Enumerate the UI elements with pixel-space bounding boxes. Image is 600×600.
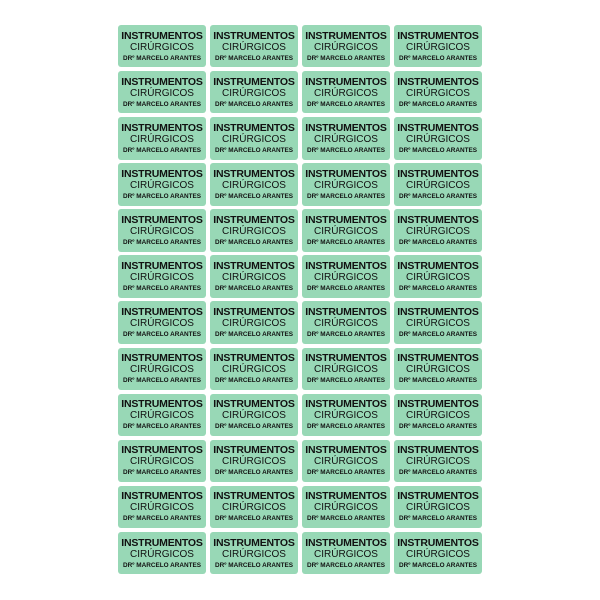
label-subtitle: CIRÚRGICOS — [406, 226, 470, 237]
label-owner: DRº MARCELO ARANTES — [398, 469, 478, 477]
label-subtitle: CIRÚRGICOS — [222, 272, 286, 284]
label-owner: DRº MARCELO ARANTES — [214, 100, 294, 108]
label-owner: DRº MARCELO ARANTES — [122, 54, 202, 62]
sticker-label — [210, 301, 298, 343]
label-subtitle: CIRÚRGICOS — [130, 133, 194, 145]
label-owner: DRº MARCELO ARANTES — [306, 377, 386, 385]
sticker-label — [394, 348, 482, 390]
label-subtitle: CIRÚRGICOS — [222, 548, 286, 560]
label-subtitle: CIRÚRGICOS — [130, 364, 194, 376]
label-subtitle: CIRÚRGICOS — [222, 87, 286, 99]
label-title: INSTRUMENTOS — [121, 398, 203, 411]
label-subtitle: CIRÚRGICOS — [406, 548, 470, 560]
sticker-label — [118, 25, 206, 67]
label-title: INSTRUMENTOS — [213, 167, 295, 180]
label-owner: DRº MARCELO ARANTES — [122, 377, 202, 385]
sticker-label — [394, 163, 482, 205]
label-title: INSTRUMENTOS — [397, 260, 479, 273]
label-title: INSTRUMENTOS — [121, 260, 203, 273]
label-subtitle: CIRÚRGICOS — [314, 41, 378, 53]
label-title: INSTRUMENTOS — [397, 398, 479, 411]
sticker-label — [394, 394, 482, 436]
label-owner: DRº MARCELO ARANTES — [122, 561, 202, 569]
sticker-label — [394, 255, 482, 297]
sticker-label — [302, 394, 390, 436]
sticker-label — [118, 71, 206, 113]
label-title: INSTRUMENTOS — [397, 536, 479, 549]
label-title: INSTRUMENTOS — [397, 306, 479, 319]
sticker-label — [118, 486, 206, 528]
label-subtitle: CIRÚRGICOS — [222, 318, 286, 330]
label-title: INSTRUMENTOS — [305, 121, 387, 134]
label-subtitle: CIRÚRGICOS — [222, 456, 286, 468]
label-title: INSTRUMENTOS — [121, 444, 203, 457]
label-title: INSTRUMENTOS — [121, 214, 203, 226]
sticker-label — [302, 301, 390, 343]
label-title: INSTRUMENTOS — [305, 352, 387, 365]
label-subtitle: CIRÚRGICOS — [222, 502, 286, 514]
label-owner: DRº MARCELO ARANTES — [306, 146, 386, 154]
label-subtitle: CIRÚRGICOS — [314, 272, 378, 284]
label-owner: DRº MARCELO ARANTES — [398, 54, 478, 62]
label-owner: DRº MARCELO ARANTES — [306, 423, 386, 431]
label-title: INSTRUMENTOS — [305, 490, 387, 503]
label-subtitle: CIRÚRGICOS — [406, 133, 470, 145]
sticker-label — [210, 255, 298, 297]
label-owner: DRº MARCELO ARANTES — [214, 331, 294, 339]
label-subtitle: CIRÚRGICOS — [406, 318, 470, 330]
sticker-label — [118, 532, 206, 574]
label-owner: DRº MARCELO ARANTES — [214, 54, 294, 62]
label-owner: DRº MARCELO ARANTES — [398, 423, 478, 431]
label-subtitle: CIRÚRGICOS — [314, 364, 378, 376]
label-title: INSTRUMENTOS — [121, 490, 203, 503]
label-subtitle: CIRÚRGICOS — [314, 179, 378, 191]
sticker-label — [302, 163, 390, 205]
label-title: INSTRUMENTOS — [121, 306, 203, 319]
label-owner: DRº MARCELO ARANTES — [306, 239, 386, 246]
label-title: INSTRUMENTOS — [305, 75, 387, 88]
label-subtitle: CIRÚRGICOS — [222, 364, 286, 376]
sticker-label — [210, 117, 298, 159]
label-owner: DRº MARCELO ARANTES — [306, 469, 386, 477]
label-owner: DRº MARCELO ARANTES — [306, 331, 386, 339]
label-title: INSTRUMENTOS — [305, 214, 387, 226]
label-title: INSTRUMENTOS — [213, 398, 295, 411]
label-subtitle: CIRÚRGICOS — [130, 318, 194, 330]
sticker-label — [302, 440, 390, 482]
label-title: INSTRUMENTOS — [397, 167, 479, 180]
label-title: INSTRUMENTOS — [305, 398, 387, 411]
sticker-label — [210, 71, 298, 113]
sticker-label — [210, 163, 298, 205]
label-title: INSTRUMENTOS — [213, 536, 295, 549]
label-owner: DRº MARCELO ARANTES — [398, 377, 478, 385]
label-title: INSTRUMENTOS — [305, 29, 387, 42]
label-subtitle: CIRÚRGICOS — [130, 179, 194, 191]
sticker-label — [302, 532, 390, 574]
label-title: INSTRUMENTOS — [397, 29, 479, 42]
sticker-label — [118, 348, 206, 390]
sticker-label — [302, 25, 390, 67]
label-title: INSTRUMENTOS — [397, 444, 479, 457]
label-owner: DRº MARCELO ARANTES — [214, 469, 294, 477]
label-owner: DRº MARCELO ARANTES — [122, 469, 202, 477]
label-owner: DRº MARCELO ARANTES — [398, 561, 478, 569]
label-title: INSTRUMENTOS — [213, 260, 295, 273]
sticker-label — [118, 440, 206, 482]
label-title: INSTRUMENTOS — [121, 75, 203, 88]
sticker-label — [210, 209, 298, 251]
sticker-label — [394, 440, 482, 482]
label-subtitle: CIRÚRGICOS — [406, 87, 470, 99]
label-subtitle: CIRÚRGICOS — [314, 133, 378, 145]
label-title: INSTRUMENTOS — [213, 29, 295, 42]
sticker-label — [302, 71, 390, 113]
label-owner: DRº MARCELO ARANTES — [398, 285, 478, 293]
label-subtitle: CIRÚRGICOS — [314, 410, 378, 422]
label-owner: DRº MARCELO ARANTES — [122, 285, 202, 293]
label-title: INSTRUMENTOS — [213, 121, 295, 134]
sticker-label — [302, 117, 390, 159]
label-owner: DRº MARCELO ARANTES — [122, 423, 202, 431]
label-owner: DRº MARCELO ARANTES — [214, 192, 294, 200]
label-owner: DRº MARCELO ARANTES — [214, 377, 294, 385]
label-owner: DRº MARCELO ARANTES — [398, 100, 478, 108]
label-title: INSTRUMENTOS — [121, 167, 203, 180]
label-title: INSTRUMENTOS — [213, 75, 295, 88]
label-subtitle: CIRÚRGICOS — [314, 456, 378, 468]
sticker-label — [210, 440, 298, 482]
label-subtitle: CIRÚRGICOS — [222, 410, 286, 422]
label-owner: DRº MARCELO ARANTES — [398, 239, 478, 246]
label-subtitle: CIRÚRGICOS — [222, 179, 286, 191]
label-owner: DRº MARCELO ARANTES — [306, 100, 386, 108]
label-title: INSTRUMENTOS — [397, 75, 479, 88]
label-title: INSTRUMENTOS — [397, 214, 479, 226]
label-subtitle: CIRÚRGICOS — [406, 456, 470, 468]
label-title: INSTRUMENTOS — [213, 352, 295, 365]
sticker-label — [210, 532, 298, 574]
sticker-label — [394, 532, 482, 574]
label-title: INSTRUMENTOS — [213, 306, 295, 319]
label-subtitle: CIRÚRGICOS — [314, 87, 378, 99]
label-owner: DRº MARCELO ARANTES — [306, 54, 386, 62]
label-subtitle: CIRÚRGICOS — [406, 364, 470, 376]
label-subtitle: CIRÚRGICOS — [314, 226, 378, 237]
label-subtitle: CIRÚRGICOS — [406, 502, 470, 514]
label-title: INSTRUMENTOS — [305, 536, 387, 549]
label-owner: DRº MARCELO ARANTES — [398, 331, 478, 339]
sticker-label — [118, 394, 206, 436]
label-title: INSTRUMENTOS — [397, 490, 479, 503]
label-subtitle: CIRÚRGICOS — [406, 179, 470, 191]
label-subtitle: CIRÚRGICOS — [130, 456, 194, 468]
label-subtitle: CIRÚRGICOS — [314, 318, 378, 330]
label-owner: DRº MARCELO ARANTES — [122, 515, 202, 523]
sticker-label — [394, 486, 482, 528]
sticker-label — [394, 301, 482, 343]
sticker-label — [210, 348, 298, 390]
sticker-label — [394, 209, 482, 251]
label-subtitle: CIRÚRGICOS — [130, 502, 194, 514]
label-owner: DRº MARCELO ARANTES — [122, 331, 202, 339]
sticker-label — [210, 394, 298, 436]
label-subtitle: CIRÚRGICOS — [406, 410, 470, 422]
label-subtitle: CIRÚRGICOS — [130, 272, 194, 284]
label-title: INSTRUMENTOS — [213, 490, 295, 503]
label-owner: DRº MARCELO ARANTES — [122, 192, 202, 200]
label-subtitle: CIRÚRGICOS — [130, 410, 194, 422]
label-title: INSTRUMENTOS — [397, 352, 479, 365]
label-owner: DRº MARCELO ARANTES — [398, 192, 478, 200]
label-subtitle: CIRÚRGICOS — [130, 41, 194, 53]
label-title: INSTRUMENTOS — [397, 121, 479, 134]
label-owner: DRº MARCELO ARANTES — [398, 515, 478, 523]
label-title: INSTRUMENTOS — [121, 352, 203, 365]
label-subtitle: CIRÚRGICOS — [222, 226, 286, 237]
sticker-label — [394, 117, 482, 159]
label-owner: DRº MARCELO ARANTES — [214, 285, 294, 293]
label-owner: DRº MARCELO ARANTES — [122, 239, 202, 246]
label-subtitle: CIRÚRGICOS — [406, 41, 470, 53]
label-title: INSTRUMENTOS — [121, 536, 203, 549]
sticker-label — [210, 25, 298, 67]
label-title: INSTRUMENTOS — [121, 121, 203, 134]
label-title: INSTRUMENTOS — [213, 444, 295, 457]
label-subtitle: CIRÚRGICOS — [314, 502, 378, 514]
sticker-label — [394, 71, 482, 113]
label-owner: DRº MARCELO ARANTES — [306, 561, 386, 569]
sticker-label — [118, 209, 206, 251]
label-title: INSTRUMENTOS — [305, 444, 387, 457]
label-owner: DRº MARCELO ARANTES — [214, 515, 294, 523]
label-subtitle: CIRÚRGICOS — [130, 548, 194, 560]
label-subtitle: CIRÚRGICOS — [314, 548, 378, 560]
sticker-label — [118, 301, 206, 343]
label-owner: DRº MARCELO ARANTES — [214, 423, 294, 431]
label-owner: DRº MARCELO ARANTES — [122, 100, 202, 108]
label-owner: DRº MARCELO ARANTES — [214, 146, 294, 154]
label-subtitle: CIRÚRGICOS — [130, 226, 194, 237]
label-title: INSTRUMENTOS — [305, 260, 387, 273]
label-subtitle: CIRÚRGICOS — [406, 272, 470, 284]
label-subtitle: CIRÚRGICOS — [222, 133, 286, 145]
sticker-label — [394, 25, 482, 67]
label-grid — [118, 25, 482, 574]
sticker-label — [302, 209, 390, 251]
label-owner: DRº MARCELO ARANTES — [122, 146, 202, 154]
label-owner: DRº MARCELO ARANTES — [398, 146, 478, 154]
label-owner: DRº MARCELO ARANTES — [214, 561, 294, 569]
label-owner: DRº MARCELO ARANTES — [214, 239, 294, 246]
label-owner: DRº MARCELO ARANTES — [306, 192, 386, 200]
label-subtitle: CIRÚRGICOS — [222, 41, 286, 53]
sticker-label — [210, 486, 298, 528]
label-title: INSTRUMENTOS — [305, 167, 387, 180]
label-title: INSTRUMENTOS — [213, 214, 295, 226]
label-subtitle: CIRÚRGICOS — [130, 87, 194, 99]
sticker-label — [118, 163, 206, 205]
sticker-label — [118, 255, 206, 297]
label-sheet — [118, 25, 482, 578]
sticker-label — [302, 348, 390, 390]
sticker-label — [302, 255, 390, 297]
label-owner: DRº MARCELO ARANTES — [306, 285, 386, 293]
sticker-label — [118, 117, 206, 159]
label-title: INSTRUMENTOS — [121, 29, 203, 42]
sticker-label — [302, 486, 390, 528]
label-title: INSTRUMENTOS — [305, 306, 387, 319]
label-owner: DRº MARCELO ARANTES — [306, 515, 386, 523]
